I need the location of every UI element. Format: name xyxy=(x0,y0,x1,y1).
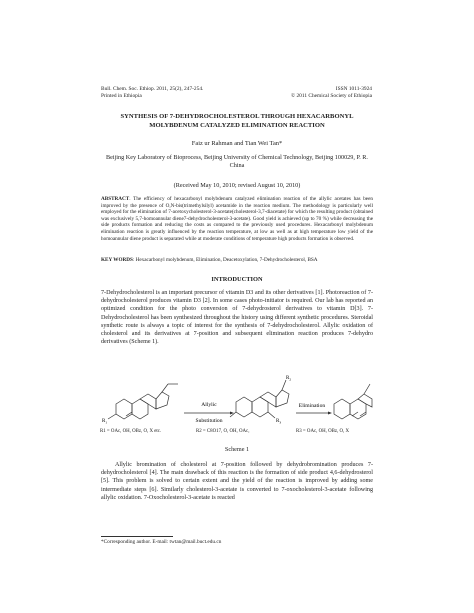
reaction-scheme xyxy=(100,370,376,446)
steroid-structure-2 xyxy=(230,380,289,418)
printed-in: Printed in Ethiopia xyxy=(101,93,142,99)
scheme-caption-r3: R3 = OAc, OH, OBz, O, X xyxy=(296,429,350,434)
intro-paragraph-1: 7-Dehydrocholesterol is an important precursor of vitamin D3 and its other derivatives [1]. Photoreaction of 7-dehydrocholesterol produces vitamin D3 [2]. In some cases photo-initiator is required. Our lab has reported an optimized condition for the photo conversion of 7-dehydrosterol derivatives to vitamin D[3]. 7-Dehydrocholesterol has been synthesized throughout the history using different synthetic procedures. Steroidal synthetic route is always a topic of interest for the synthesis of 7-dehydrocholesterol. Allylic oxidation of cholesterol and its derivatives at 7-position and subsequent elimination reaction produces 7-dehydro derivatives (Scheme 1). xyxy=(101,290,373,346)
section-heading: INTRODUCTION xyxy=(211,276,263,283)
arrow-label-substitution: Substitution xyxy=(195,418,223,424)
scheme-caption-r1: R1 = OAc, OH, OBz, O, X etc. xyxy=(100,429,162,434)
footnote: *Corresponding author. E-mail: twtan@mail.buct.edu.cn xyxy=(101,539,222,545)
author-line: Faiz ur Rahman and Tian Wei Tan* xyxy=(191,140,283,147)
arrowhead-2 xyxy=(328,412,332,415)
arrow-label-allylic: Allylic xyxy=(201,402,217,408)
r3-label: $R_3$ xyxy=(276,419,282,425)
journal-header-left xyxy=(101,86,203,100)
keywords-label: KEY WORDS xyxy=(101,257,133,263)
received-dates: (Received May 10, 2010; revised August 10, 2010) xyxy=(173,182,301,189)
intro-paragraph-2: Allylic bromination of cholesterol at 7-position followed by dehydrobromination produces 7-dehydrocholesterol [4]. The main drawback of this reaction is the formation of side product 4,6-dehydrosterol [5]. This problem is solved to certain extent and the yield of the reaction is improved by adding some intermediate steps [6]. Similarly cholesterol-3-acetate is converted to 7-oxocholesterol-3-acetate following allylic oxidation. 7-Oxocholesterol-3-acetate is reacted xyxy=(101,462,373,501)
arrow-label-elimination: Elimination xyxy=(298,403,326,409)
journal-header-right xyxy=(291,86,372,100)
abstract xyxy=(101,196,373,242)
issn: ISSN 1011-3924 xyxy=(335,86,372,92)
keywords-text: : Hexacarbonyl molybdenum, Elimination, Deacetoxylation, 7-Dehydrocholesterol, BSA xyxy=(132,257,318,263)
scheme-caption-r2: R2 = C8O17, O, OH, OAc, xyxy=(196,429,250,434)
journal-citation: Bull. Chem. Soc. Ethiop. 2011, 25(2), 247-254. xyxy=(101,86,204,92)
affiliation: Beijing Key Laboratory of Bioprocess, Beijing University of Chemical Technology, Beijing 100029, P. R. China xyxy=(106,154,368,170)
abstract-label: ABSTRACT xyxy=(101,196,130,202)
steroid-structure-1 xyxy=(108,384,178,419)
steroid-structure-3 xyxy=(334,384,372,419)
scheme-label: Scheme 1 xyxy=(224,446,250,453)
r1-label-1: $R_1$ xyxy=(102,419,108,425)
keywords xyxy=(101,257,373,264)
abstract-text: . The efficiency of hexacarbonyl molybdenum catalyzed elimination reaction of the allylic acetates has been improved by the presence of O,N-bis(trimethylsilyl) acetamide in the reaction medium. The methodology is particularly well employed for the elimination of 7-acetoxycholesterol-3-acetate(cholesterol-3,7-diacetate) for which the resulting product (obtained was exclusively 5,7-homoannular diene7-dehydrocholesterol-3-acetate). Good yield is achieved (up to 70 %) while decreasing the side products formation and reducing the costs as compared to the previously used procedures. Hexacarbonyl molybdenum elimination reaction is greatly influenced by the reaction temperature, at low as well as at high temperature low yield of the homoannular diene product is separated while at moderate conditions of temperature high products formation is observed. xyxy=(101,196,373,242)
r2-label: $R_2$ xyxy=(286,376,292,382)
paper-title: SYNTHESIS OF 7-DEHYDROCHOLESTEROL THROUGH HEXACARBONYL MOLYBDENUM CATALYZED ELIMINATION REACTION xyxy=(120,113,354,129)
footnote-rule xyxy=(101,536,173,537)
copyright: © 2011 Chemical Society of Ethiopia xyxy=(291,93,372,99)
